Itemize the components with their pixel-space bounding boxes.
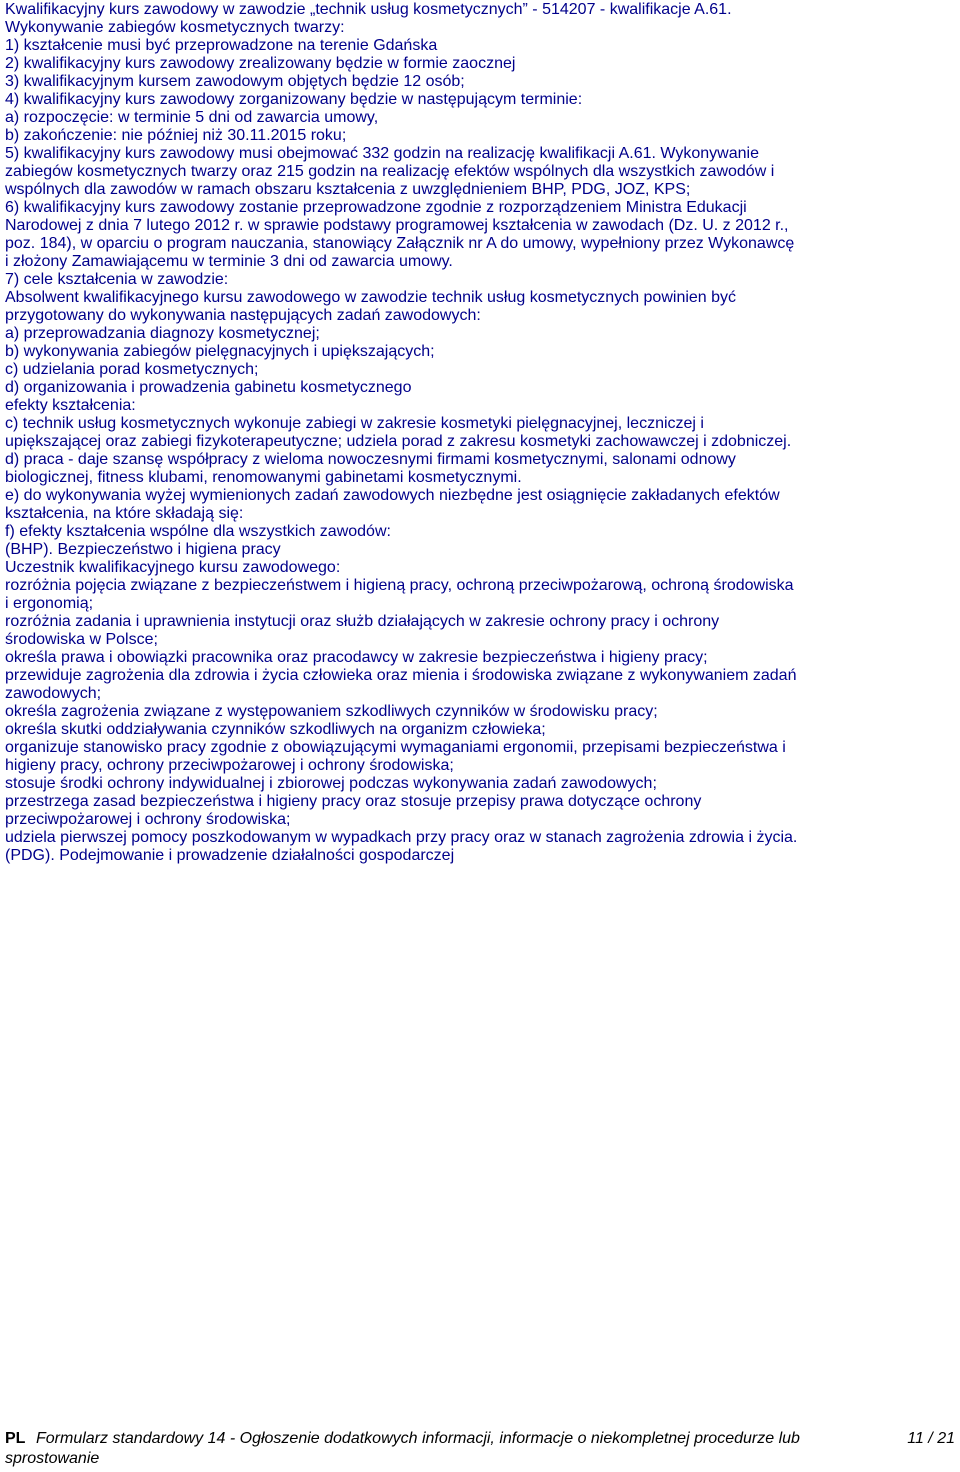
text-line: zawodowych; [5,685,102,702]
footer-page-number: 11 / 21 [907,1430,955,1447]
text-line: b) zakończenie: nie później niż 30.11.2015 roku; [5,127,347,144]
text-line: poz. 184), w oparciu o program nauczania, stanowiący Załącznik nr A do umowy, wypełniony przez Wykonawcę [5,235,795,252]
text-line: biologicznej, fitness klubami, renomowanymi gabinetami kosmetycznymi. [5,469,522,486]
text-line: określa skutki oddziaływania czynników szkodliwych na organizm człowieka; [5,721,546,738]
footer-form-title-continued: sprostowanie [5,1450,100,1467]
text-line: organizuje stanowisko pracy zgodnie z obowiązującymi wymaganiami ergonomii, przepisami bezpieczeństwa i [5,739,786,756]
text-line: rozróżnia zadania i uprawnienia instytucji oraz służb działających w zakresie ochrony pracy i ochrony [5,613,720,630]
text-line: stosuje środki ochrony indywidualnej i zbiorowej podczas wykonywania zadań zawodowych; [5,775,657,792]
text-line: 4) kwalifikacyjny kurs zawodowy zorganizowany będzie w następującym terminie: [5,91,583,108]
text-line: upiększającej oraz zabiegi fizykoterapeutyczne; udziela porad z zakresu kosmetyki zachowawczej i zdobniczej. [5,433,792,450]
text-line: przygotowany do wykonywania następujących zadań zawodowych: [5,307,481,324]
text-line: e) do wykonywania wyżej wymienionych zadań zawodowych niezbędne jest osiągnięcie zakładanych efektów [5,487,780,504]
text-line: higieny pracy, ochrony przeciwpożarowej i ochrony środowiska; [5,757,454,774]
text-line: zabiegów kosmetycznych twarzy oraz 215 godzin na realizację efektów wspólnych dla wszystkich zawodów i [5,163,775,180]
text-line: a) przeprowadzania diagnozy kosmetycznej; [5,325,320,342]
text-line: kształcenia, na które składają się: [5,505,244,522]
text-line: rozróżnia pojęcia związane z bezpieczeństwem i higieną pracy, ochroną przeciwpożarową, ochroną środowiska [5,577,794,594]
text-line: 5) kwalifikacyjny kurs zawodowy musi obejmować 332 godzin na realizację kwalifikacji A.61. Wykonywanie [5,145,759,162]
text-line: i złożony Zamawiającemu w terminie 3 dni od zawarcia umowy. [5,253,453,270]
text-line: Uczestnik kwalifikacyjnego kursu zawodowego: [5,559,341,576]
text-line: 6) kwalifikacyjny kurs zawodowy zostanie przeprowadzone zgodnie z rozporządzeniem Ministra Edukacji [5,199,747,216]
text-line: c) udzielania porad kosmetycznych; [5,361,259,378]
footer-form-title: Formularz standardowy 14 - Ogłoszenie dodatkowych informacji, informacje o niekompletnej procedurze lub [36,1430,800,1447]
text-line: przeciwpożarowej i ochrony środowiska; [5,811,291,828]
text-line: określa zagrożenia związane z występowaniem szkodliwych czynników w środowisku pracy; [5,703,658,720]
text-line: 1) kształcenie musi być przeprowadzone na terenie Gdańska [5,37,438,54]
text-line: Narodowej z dnia 7 lutego 2012 r. w sprawie podstawy programowej kształcenia w zawodach (Dz. U. z 2012 r., [5,217,789,234]
text-line: (PDG). Podejmowanie i prowadzenie działalności gospodarczej [5,847,455,864]
footer-language-code: PL [5,1430,26,1447]
text-line: 3) kwalifikacyjnym kursem zawodowym objętych będzie 12 osób; [5,73,465,90]
text-line: Kwalifikacyjny kurs zawodowy w zawodzie „technik usług kosmetycznych” - 514207 - kwalifikacje A.61. [5,1,732,18]
text-line: (BHP). Bezpieczeństwo i higiena pracy [5,541,281,558]
text-line: środowiska w Polsce; [5,631,158,648]
text-line: Absolwent kwalifikacyjnego kursu zawodowego w zawodzie technik usług kosmetycznych powinien być [5,289,737,306]
text-line: przewiduje zagrożenia dla zdrowia i życia człowieka oraz mienia i środowiska związane z wykonywaniem zadań [5,667,797,684]
text-line: 2) kwalifikacyjny kurs zawodowy zrealizowany będzie w formie zaocznej [5,55,516,72]
text-line: i ergonomią; [5,595,94,612]
text-line: a) rozpoczęcie: w terminie 5 dni od zawarcia umowy, [5,109,379,126]
text-line: f) efekty kształcenia wspólne dla wszystkich zawodów: [5,523,391,540]
text-line: b) wykonywania zabiegów pielęgnacyjnych i upiększających; [5,343,435,360]
document-body [5,1,957,865]
text-line: d) organizowania i prowadzenia gabinetu kosmetycznego [5,379,412,396]
text-line: określa prawa i obowiązki pracownika oraz pracodawcy w zakresie bezpieczeństwa i higieny pracy; [5,649,708,666]
text-line: c) technik usług kosmetycznych wykonuje zabiegi w zakresie kosmetyki pielęgnacyjnej, leczniczej i [5,415,704,432]
text-line: 7) cele kształcenia w zawodzie: [5,271,229,288]
text-line: wspólnych dla zawodów w ramach obszaru kształcenia z uwzględnieniem BHP, PDG, JOZ, KPS; [5,181,691,198]
text-line: efekty kształcenia: [5,397,136,414]
text-line: d) praca - daje szansę współpracy z wieloma nowoczesnymi firmami kosmetycznymi, salonami odnowy [5,451,736,468]
text-line: przestrzega zasad bezpieczeństwa i higieny pracy oraz stosuje przepisy prawa dotyczące ochrony [5,793,702,810]
text-line: Wykonywanie zabiegów kosmetycznych twarzy: [5,19,345,36]
text-line: udziela pierwszej pomocy poszkodowanym w wypadkach przy pracy oraz w stanach zagrożenia zdrowia i życia. [5,829,798,846]
